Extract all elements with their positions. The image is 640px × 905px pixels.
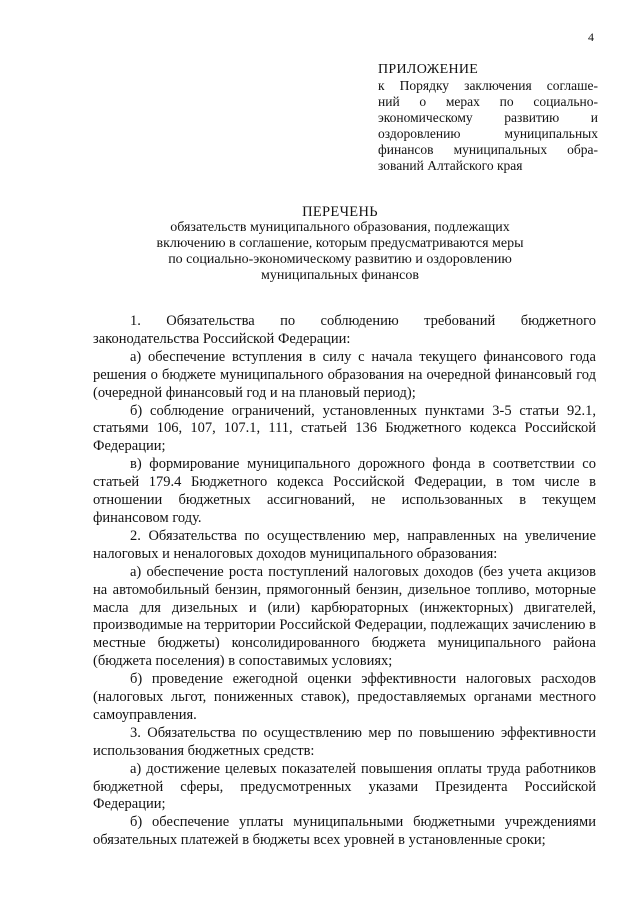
- appendix-line: финансов муниципальных обра-: [378, 142, 598, 157]
- list-item-1c: в) формирование муниципального дорожного фонда в соответствии со статьей 179.4 Бюджетного кодекса Российской Федерации, в том числе в отношении бюджетных ассигнований, не использованных в текущем финансовом году.: [93, 456, 596, 526]
- appendix-line: экономическому развитию и: [378, 110, 598, 125]
- appendix-line: зований Алтайского края: [378, 158, 523, 173]
- appendix-line: к Порядку заключения соглаше-: [378, 78, 598, 93]
- list-item-3b: б) обеспечение уплаты муниципальными бюджетными учреждениями обязательных платежей в бюджеты всех уровней в установленные сроки;: [93, 814, 596, 849]
- document-body: [93, 313, 596, 850]
- list-item-1a: а) обеспечение вступления в силу с начала текущего финансового года решения о бюджете муниципального образования на очередной финансовый год (очередной финансовый год и на плановый период);: [93, 348, 596, 401]
- list-item-2b: б) проведение ежегодной оценки эффективности налоговых расходов (налоговых льгот, пониженных ставок), предоставляемых органами местного самоуправления.: [93, 671, 596, 723]
- heading-line: муниципальных финансов: [260, 268, 419, 283]
- heading-title: ПЕРЕЧЕНЬ: [302, 204, 378, 220]
- appendix-line: оздоровлению муниципальных: [378, 126, 598, 141]
- heading-line: включению в соглашение, которым предусматриваются меры: [156, 236, 524, 251]
- heading-subtitle: [60, 220, 620, 284]
- section-2-paragraph: 2. Обязательства по осуществлению мер, направленных на увеличение налоговых и неналоговых доходов муниципального образования:: [93, 527, 596, 562]
- heading-line: по социально-экономическому развитию и оздоровлению: [168, 252, 512, 267]
- list-item-3a: а) достижение целевых показателей повышения оплаты труда работников бюджетной сферы, предусмотренных указами Президента Российской Федерации;: [93, 760, 596, 813]
- section-3-paragraph: 3. Обязательства по осуществлению мер по повышению эффективности использования бюджетных средств:: [93, 724, 596, 759]
- document-heading: [60, 204, 620, 284]
- appendix-lines: [378, 78, 598, 174]
- appendix-block: [378, 62, 598, 174]
- appendix-title: ПРИЛОЖЕНИЕ: [378, 62, 479, 77]
- page-number: 4: [588, 30, 594, 44]
- section-1-paragraph: 1. Обязательства по соблюдению требований бюджетного законодательства Российской Федерации:: [93, 313, 596, 347]
- heading-line: обязательств муниципального образования, подлежащих: [170, 220, 510, 235]
- list-item-1b: б) соблюдение ограничений, установленных пунктами 3-5 статьи 92.1, статьями 106, 107, 107.1, 111, статьей 136 Бюджетного кодекса Российской Федерации;: [93, 402, 596, 455]
- appendix-line: ний о мерах по социально-: [378, 94, 598, 109]
- list-item-2a: а) обеспечение роста поступлений налоговых доходов (без учета акцизов на автомобильный бензин, прямогонный бензин, дизельное топливо, моторные масла для дизельных и (или) карбюраторных (инжекторных) двигателей, производимые на территории Российской Федерации, подлежащих зачислению в местные бюджеты) консолидированного бюджета муниципального района (бюджета поселения) в сопоставимых условиях;: [93, 563, 596, 670]
